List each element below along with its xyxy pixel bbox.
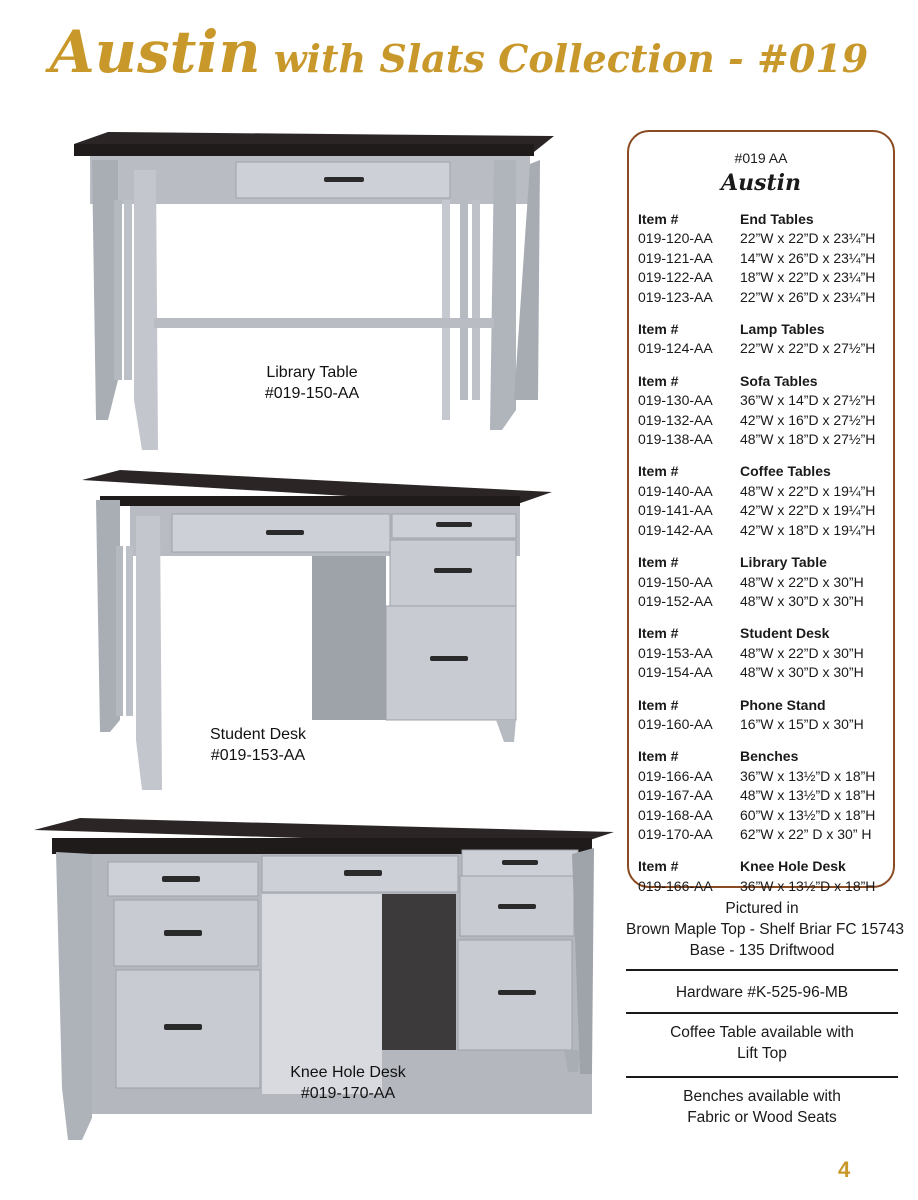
- spec-group-knee-hole-desk: [638, 857, 894, 896]
- item-size: 48”W x 30”D x 30”H: [740, 592, 864, 609]
- item-label: Item #: [638, 748, 679, 765]
- divider: [626, 1076, 898, 1078]
- pictured-line-1: Pictured in: [725, 900, 799, 917]
- item-label: Item #: [638, 696, 679, 713]
- divider: [626, 1012, 898, 1014]
- item-label: Item #: [638, 554, 679, 571]
- collection-name: Austin: [721, 170, 801, 196]
- category-name: Knee Hole Desk: [740, 858, 846, 875]
- item-number: 019-152-AA: [638, 592, 713, 609]
- item-number: 019-154-AA: [638, 664, 713, 681]
- item-size: 14”W x 26”D x 23¼”H: [740, 249, 876, 266]
- spec-row: [638, 592, 894, 611]
- item-size: 36”W x 14”D x 27½”H: [740, 392, 876, 409]
- item-size: 22”W x 26”D x 23¼”H: [740, 288, 876, 305]
- item-size: 48”W x 22”D x 30”H: [740, 644, 864, 661]
- spec-group-header: [638, 210, 894, 229]
- category-name: Sofa Tables: [740, 372, 818, 389]
- page-title: [0, 18, 918, 86]
- spec-group-coffee-tables: [638, 462, 894, 540]
- product-code: #019-153-AA: [210, 747, 306, 764]
- pictured-note: [626, 898, 904, 961]
- coffee-line-1: Coffee Table available with: [670, 1024, 854, 1041]
- spec-group-header: [638, 553, 894, 572]
- hardware-line: Hardware #K-525-96-MB: [675, 984, 849, 1001]
- item-number: 019-124-AA: [638, 340, 713, 357]
- spec-row: [638, 825, 894, 844]
- library-table-image: [68, 130, 560, 455]
- item-number: 019-170-AA: [638, 825, 713, 842]
- item-size: 42”W x 22”D x 19¼”H: [740, 502, 876, 519]
- spec-row: [638, 663, 894, 682]
- item-size: 36”W x 13½”D x 18”H: [740, 877, 876, 894]
- spec-row: [638, 249, 894, 268]
- spec-row: [638, 411, 894, 430]
- category-name: Library Table: [740, 554, 827, 571]
- item-size: 18”W x 22”D x 23¼”H: [740, 269, 876, 286]
- category-name: Benches: [740, 748, 799, 765]
- item-number: 019-120-AA: [638, 230, 713, 247]
- spec-row: [638, 644, 894, 663]
- spec-row: [638, 229, 894, 248]
- item-size: 48”W x 22”D x 19¼”H: [740, 482, 876, 499]
- spec-row: [638, 521, 894, 540]
- item-number: 019-141-AA: [638, 502, 713, 519]
- title-rest: with Slats Collection - #019: [260, 36, 869, 81]
- item-size: 36”W x 13½”D x 18”H: [740, 767, 876, 784]
- item-label: Item #: [638, 858, 679, 875]
- product-code: #019-170-AA: [300, 1085, 396, 1102]
- pictured-line-3: Base - 135 Driftwood: [689, 942, 835, 959]
- item-size: 48”W x 22”D x 30”H: [740, 573, 864, 590]
- title-main: Austin: [49, 18, 261, 86]
- category-name: End Tables: [740, 211, 814, 227]
- spec-group-header: [638, 320, 894, 339]
- library-table-caption: [232, 362, 392, 404]
- benches-line-2: Fabric or Wood Seats: [687, 1109, 837, 1126]
- item-number: 019-166-AA: [638, 767, 713, 784]
- item-size: 62”W x 22” D x 30” H: [740, 825, 872, 842]
- spec-group-header: [638, 624, 894, 643]
- spec-list: [638, 210, 894, 909]
- item-size: 60”W x 13½”D x 18”H: [740, 806, 876, 823]
- product-name: Library Table: [266, 364, 358, 381]
- product-code: #019-150-AA: [264, 385, 360, 402]
- spec-row: [638, 786, 894, 805]
- item-number: 019-166-AA: [638, 877, 713, 894]
- spec-row: [638, 268, 894, 287]
- item-size: 42”W x 18”D x 19¼”H: [740, 521, 876, 538]
- spec-row: [638, 767, 894, 786]
- spec-row: [638, 391, 894, 410]
- item-number: 019-121-AA: [638, 249, 713, 266]
- pictured-line-2: Brown Maple Top - Shelf Briar FC 15743: [626, 921, 904, 938]
- spec-row: [638, 806, 894, 825]
- item-number: 019-168-AA: [638, 806, 713, 823]
- item-number: 019-160-AA: [638, 715, 713, 732]
- category-name: Lamp Tables: [740, 321, 825, 338]
- coffee-line-2: Lift Top: [737, 1045, 787, 1062]
- item-label: Item #: [638, 372, 679, 389]
- item-size: 22”W x 22”D x 27½”H: [740, 340, 876, 357]
- knee-hole-desk-caption: [268, 1062, 428, 1104]
- spec-group-benches: [638, 747, 894, 844]
- spec-row: [638, 573, 894, 592]
- coffee-table-note: [626, 1022, 898, 1064]
- spec-group-header: [638, 462, 894, 481]
- spec-group-header: [638, 857, 894, 876]
- spec-group-lamp-tables: [638, 320, 894, 359]
- item-number: 019-153-AA: [638, 644, 713, 661]
- spec-row: [638, 501, 894, 520]
- product-name: Knee Hole Desk: [290, 1064, 406, 1081]
- hardware-note: [626, 982, 898, 1003]
- spec-row: [638, 430, 894, 449]
- page-number: 4: [838, 1157, 851, 1182]
- item-number: 019-167-AA: [638, 787, 713, 804]
- item-number: 019-140-AA: [638, 482, 713, 499]
- item-label: Item #: [638, 321, 679, 338]
- item-label: Item #: [638, 463, 679, 480]
- spec-row: [638, 715, 894, 734]
- item-size: 48”W x 18”D x 27½”H: [740, 431, 876, 448]
- item-number: 019-132-AA: [638, 411, 713, 428]
- spec-box: [627, 130, 895, 894]
- spec-group-student-desk: [638, 624, 894, 682]
- spec-row: [638, 877, 894, 896]
- category-name: Coffee Tables: [740, 463, 831, 480]
- benches-line-1: Benches available with: [683, 1088, 841, 1105]
- category-name: Student Desk: [740, 625, 830, 642]
- spec-group-header: [638, 696, 894, 715]
- item-size: 48”W x 13½”D x 18”H: [740, 787, 876, 804]
- item-size: 48”W x 30”D x 30”H: [740, 664, 864, 681]
- spec-row: [638, 288, 894, 307]
- spec-group-phone-stand: [638, 696, 894, 735]
- item-number: 019-138-AA: [638, 431, 713, 448]
- item-size: 42”W x 16”D x 27½”H: [740, 411, 876, 428]
- spec-group-end-tables: [638, 210, 894, 307]
- spec-row: [638, 482, 894, 501]
- item-size: 22”W x 22”D x 23¼”H: [740, 230, 876, 247]
- item-label: Item #: [638, 625, 679, 642]
- student-desk-caption: [178, 724, 338, 766]
- item-size: 16”W x 15”D x 30”H: [740, 715, 864, 732]
- item-number: 019-150-AA: [638, 573, 713, 590]
- spec-group-header: [638, 372, 894, 391]
- item-number: 019-130-AA: [638, 392, 713, 409]
- spec-group-library-table: [638, 553, 894, 611]
- item-number: 019-123-AA: [638, 288, 713, 305]
- spec-group-sofa-tables: [638, 372, 894, 450]
- collection-code: #019 AA: [734, 150, 788, 166]
- divider: [626, 969, 898, 971]
- product-name: Student Desk: [209, 726, 307, 743]
- item-number: 019-142-AA: [638, 521, 713, 538]
- category-name: Phone Stand: [740, 696, 826, 713]
- spec-row: [638, 339, 894, 358]
- benches-note: [626, 1086, 898, 1128]
- item-number: 019-122-AA: [638, 269, 713, 286]
- spec-group-header: [638, 747, 894, 766]
- item-label: Item #: [638, 211, 679, 227]
